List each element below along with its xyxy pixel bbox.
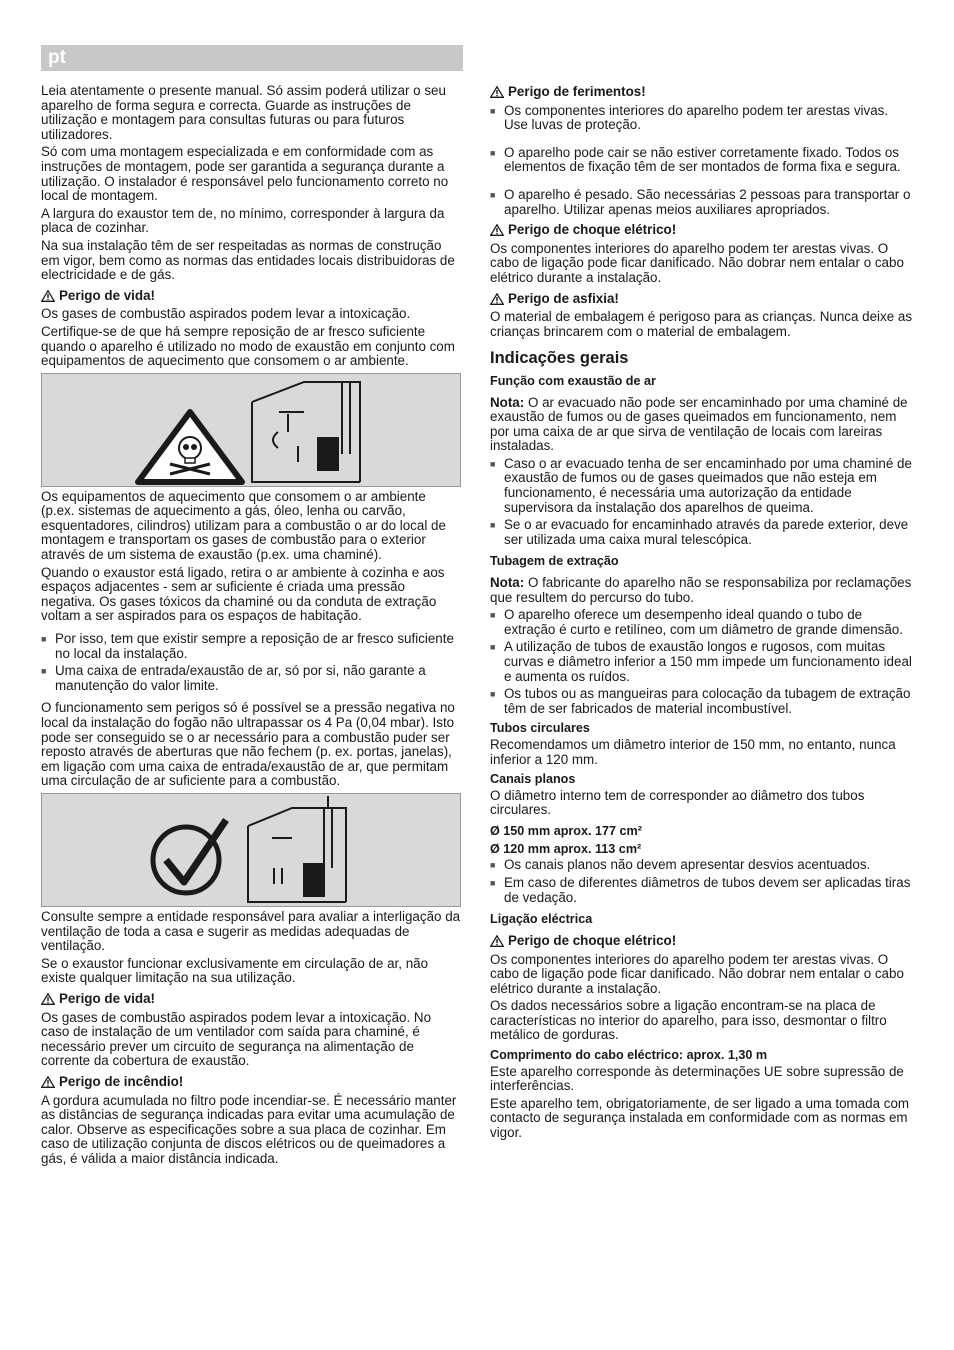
subsection-title: Comprimento do cabo eléctrico: aprox. 1,30 m bbox=[490, 1048, 768, 1063]
section-title: Indicações gerais bbox=[490, 349, 629, 368]
warning-heading: Perigo de ferimentos! bbox=[490, 85, 914, 100]
paragraph: Os equipamentos de aquecimento que consomem o ar ambiente (p.ex. sistemas de aquecimento a gás, óleo, lenha ou carvão, esquentadores, cilindros) utilizam para a combustão o ar do local de montagem e transportam os gases de combustão para o exterior através de um sistema de exaustão (p.ex. uma chaminé). bbox=[41, 488, 446, 563]
paragraph: Os gases de combustão aspirados podem levar a intoxicação. bbox=[41, 306, 411, 322]
paragraph: O material de embalagem é perigoso para as crianças. Nunca deixe as crianças brincarem com o material de embalagem. bbox=[490, 309, 913, 339]
right-column bbox=[490, 84, 914, 1144]
warning-heading: Perigo de asfixia! bbox=[490, 292, 914, 307]
warning-icon bbox=[490, 86, 504, 98]
paragraph: A largura do exaustor tem de, no mínimo, corresponder à largura da placa de cozinhar. bbox=[41, 205, 445, 236]
paragraph: Recomendamos um diâmetro interior de 150 mm, no entanto, nunca inferior a 120 mm. bbox=[490, 736, 896, 767]
skull-warning-icon bbox=[138, 412, 242, 482]
warning-heading: Perigo de vida! bbox=[41, 992, 463, 1007]
language-code: pt bbox=[48, 47, 66, 68]
list-item: ■ Os tubos ou as mangueiras para colocação da tubagem de extração têm de ser fabricados de material incombustível. bbox=[490, 686, 911, 716]
note: Nota: O ar evacuado não pode ser encaminhado por uma chaminé de exaustão de fumos ou de gases queimados em funcionamento, nem por uma caixa de ar que sirva de ventilação de locais com lareiras instaladas. bbox=[490, 394, 908, 454]
subsection-title: Tubos circulares bbox=[490, 721, 590, 736]
paragraph: Só com uma montagem especializada e em conformidade com as instruções de montagem, pode ser garantida a segurança durante a utilização. O instalador é responsável pelo funcionamento correto no local de montagem. bbox=[41, 144, 449, 204]
warning-icon bbox=[41, 993, 55, 1005]
warning-heading: Perigo de incêndio! bbox=[41, 1075, 463, 1090]
paragraph: Este aparelho tem, obrigatoriamente, de ser ligado a uma tomada com contacto de segurança instalada em conformidade com as normas em vigor. bbox=[490, 1095, 910, 1141]
list-item: ■ Por isso, tem que existir sempre a reposição de ar fresco suficiente no local da instalação. bbox=[41, 631, 454, 661]
paragraph: Certifique-se de que há sempre reposição de ar fresco suficiente quando o aparelho é utilizado no modo de exaustão em conjunto com equipamentos de aquecimento que consomem o ar ambiente. bbox=[41, 323, 455, 369]
list-item: ■ Uma caixa de entrada/exaustão de ar, só por si, não garante a manutenção do valor limite. bbox=[41, 663, 426, 693]
paragraph: Os dados necessários sobre a ligação encontram-se na placa de características no interior do aparelho, para isso, desmontar o filtro metálico de gorduras. bbox=[490, 998, 887, 1043]
paragraph: Os componentes interiores do aparelho podem ter arestas vivas. O cabo de ligação pode ficar danificado. Não dobrar nem entalar o cabo elétrico durante a instalação. bbox=[490, 240, 904, 285]
list-item: ■ O aparelho oferece um desempenho ideal quando o tubo de extração é curto e retilíneo, com um diâmetro de grande dimensão. bbox=[490, 607, 903, 637]
duct-spec: Ø 120 mm aprox. 113 cm² bbox=[490, 841, 642, 856]
duct-spec: Ø 150 mm aprox. 177 cm² bbox=[490, 823, 642, 838]
paragraph: O funcionamento sem perigos só é possível se a pressão negativa no local da instalação do fogão não ultrapassar os 4 Pa (0,04 mbar). Isto pode ser conseguido se o ar necessário para a combustão puder ser reposto através de aberturas que não fechem (p. ex. portas, janelas), em ligação com uma caixa de entrada/exaustão de ar, que permitam uma circulação de ar suficiente para a combustão. bbox=[41, 700, 455, 789]
list-item: ■ Em caso de diferentes diâmetros de tubos devem ser aplicadas tiras de vedação. bbox=[490, 875, 911, 905]
checkmark-icon bbox=[153, 820, 226, 893]
paragraph: Este aparelho corresponde às determinações UE sobre supressão de interferências. bbox=[490, 1063, 904, 1094]
warning-icon bbox=[490, 935, 504, 947]
left-column bbox=[41, 84, 463, 1169]
warning-heading: Perigo de choque elétrico! bbox=[490, 223, 914, 238]
paragraph: Leia atentamente o presente manual. Só assim poderá utilizar o seu aparelho de forma segura e correcta. Guarde as instruções de utilização e montagem para consultas futuras ou para futuros utilizadores. bbox=[41, 83, 446, 142]
list-item: ■ Se o ar evacuado for encaminhado através da parede exterior, deve ser utilizada uma caixa mural telescópica. bbox=[490, 517, 909, 547]
list-item: ■ O aparelho é pesado. São necessárias 2 pessoas para transportar o aparelho. Utilizar apenas meios auxiliares apropriados. bbox=[490, 186, 911, 217]
list-item: ■ A utilização de tubos de exaustão longos e rugosos, com muitas curvas e diâmetro inferior a 150 mm impede um funcionamento ideal e aumenta os ruídos. bbox=[490, 639, 912, 684]
list-item: ■ Os componentes interiores do aparelho podem ter arestas vivas. Use luvas de proteção. bbox=[490, 102, 889, 133]
paragraph: Na sua instalação têm de ser respeitadas as normas de construção em vigor, bem como as normas das entidades locais distribuidoras de electricidade e de gás. bbox=[41, 237, 455, 283]
warning-icon bbox=[490, 293, 504, 305]
danger-illustration bbox=[41, 373, 461, 487]
list-item: ■ Caso o ar evacuado tenha de ser encaminhado por uma chaminé de exaustão de fumos ou de gases queimados que não esteja em funcionamento, é necessária uma autorização da entidade supervisora da instalação dos aparelhos de queima. bbox=[490, 455, 912, 515]
paragraph: A gordura acumulada no filtro pode incendiar-se. É necessário manter as distâncias de segurança indicadas para evitar uma acumulação de calor. Observe as especificações sobre a sua placa de cozinhar. Em caso de utilização conjunta de discos elétricos ou de queimadores a gás, é válida a maior distância indicada. bbox=[41, 1092, 457, 1166]
paragraph: Quando o exaustor está ligado, retira o ar ambiente à cozinha e aos espaços adjacentes - sem ar suficiente é criada uma pressão negativa. Os gases tóxicos da chaminé ou da conduta de extração voltam a ser aspirados para os espaços de habitação. bbox=[41, 564, 445, 624]
paragraph: Os componentes interiores do aparelho podem ter arestas vivas. O cabo de ligação pode ficar danificado. Não dobrar nem entalar o cabo elétrico durante a instalação. bbox=[490, 951, 904, 996]
paragraph: Os gases de combustão aspirados podem levar a intoxicação. No caso de instalação de um ventilador com saída para chaminé, é necessário prever um circuito de segurança na alimentação de corrente da cobertura de exaustão. bbox=[41, 1009, 432, 1069]
paragraph: O diâmetro interno tem de corresponder ao diâmetro dos tubos circulares. bbox=[490, 787, 865, 818]
subsection-title: Canais planos bbox=[490, 772, 576, 787]
subsection-title: Função com exaustão de ar bbox=[490, 373, 656, 388]
list-item: ■ Os canais planos não devem apresentar desvios acentuados. bbox=[490, 857, 871, 873]
paragraph: Consulte sempre a entidade responsável para avaliar a interligação da ventilação de toda a casa e sugerir as medidas adequadas de ventilação. bbox=[41, 908, 461, 954]
warning-heading: Perigo de choque elétrico! bbox=[490, 934, 914, 949]
house-icon bbox=[248, 796, 346, 902]
list-item: ■ O aparelho pode cair se não estiver corretamente fixado. Todos os elementos de fixação têm de ser montados de forma fixa e segura. bbox=[490, 144, 901, 175]
warning-icon bbox=[41, 1076, 55, 1088]
correct-illustration bbox=[41, 793, 461, 907]
language-header bbox=[41, 45, 463, 71]
warning-heading: Perigo de vida! bbox=[41, 289, 463, 304]
subsection-title: Tubagem de extração bbox=[490, 554, 619, 569]
house-icon bbox=[252, 382, 360, 482]
subsection-title: Ligação eléctrica bbox=[490, 912, 593, 927]
paragraph: Se o exaustor funcionar exclusivamente em circulação de ar, não existe qualquer limitação na sua utilização. bbox=[41, 955, 429, 986]
warning-icon bbox=[490, 224, 504, 236]
note: Nota: O fabricante do aparelho não se responsabiliza por reclamações que resultem do percurso do tubo. bbox=[490, 575, 912, 605]
warning-icon bbox=[41, 290, 55, 302]
